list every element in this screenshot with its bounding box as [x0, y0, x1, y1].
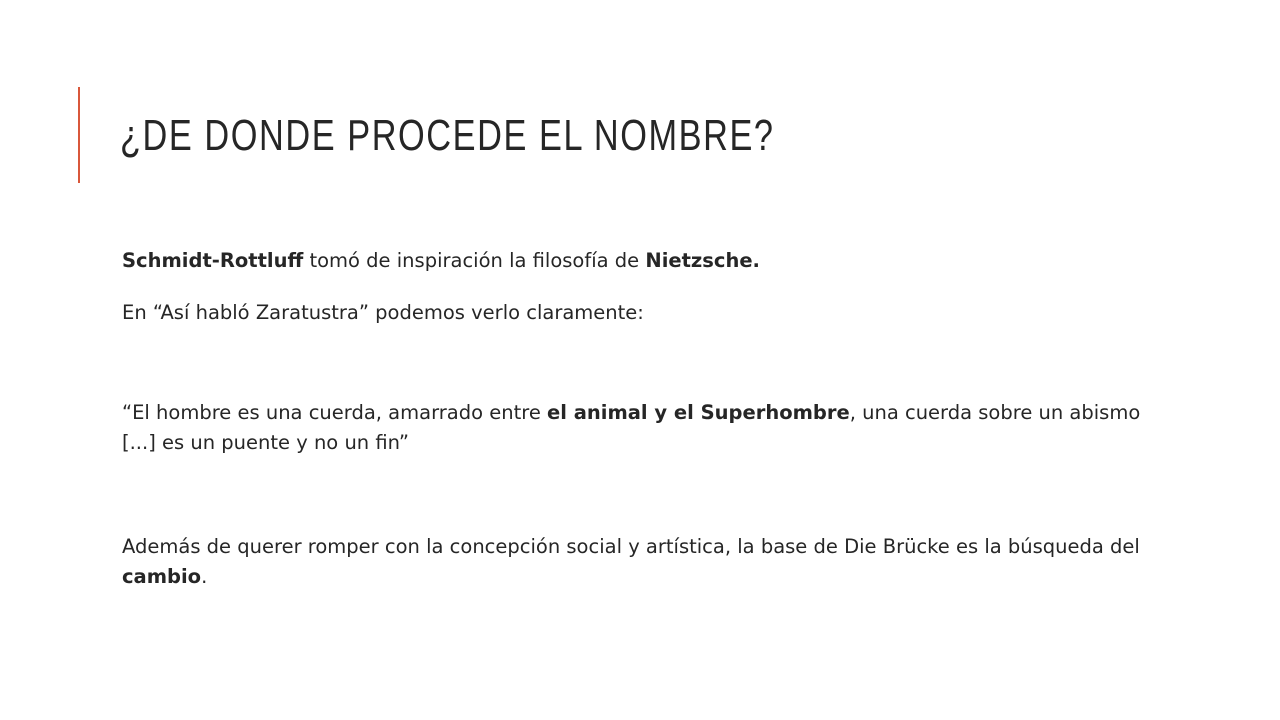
philosopher-name: Nietzsche. [645, 249, 760, 272]
paragraph-text: tomó de inspiración la filosofía de [303, 249, 646, 272]
slide-title: ¿DE DONDE PROCEDE EL NOMBRE? [120, 111, 775, 160]
paragraph-zaratustra: En “Así habló Zaratustra” podemos verlo claramente: [122, 301, 644, 324]
quote-bold: el animal y el Superhombre [547, 401, 850, 424]
change-bold: cambio [122, 565, 202, 588]
paragraph-change [122, 532, 1162, 592]
change-text-end: . [201, 565, 208, 588]
artist-name: Schmidt-Rottluff [122, 249, 304, 272]
change-text: Además de querer romper con la concepción social y artística, la base de Die Brücke es la búsqueda del [122, 535, 1140, 558]
title-accent-bar [78, 87, 80, 183]
quote-text-end: , una cuerda sobre un abismo [...] es un puente y no un fin” [122, 401, 1141, 454]
paragraph-quote [122, 398, 1162, 458]
quote-text: “El hombre es una cuerda, amarrado entre [122, 401, 548, 424]
paragraph-inspiration [122, 246, 1162, 276]
